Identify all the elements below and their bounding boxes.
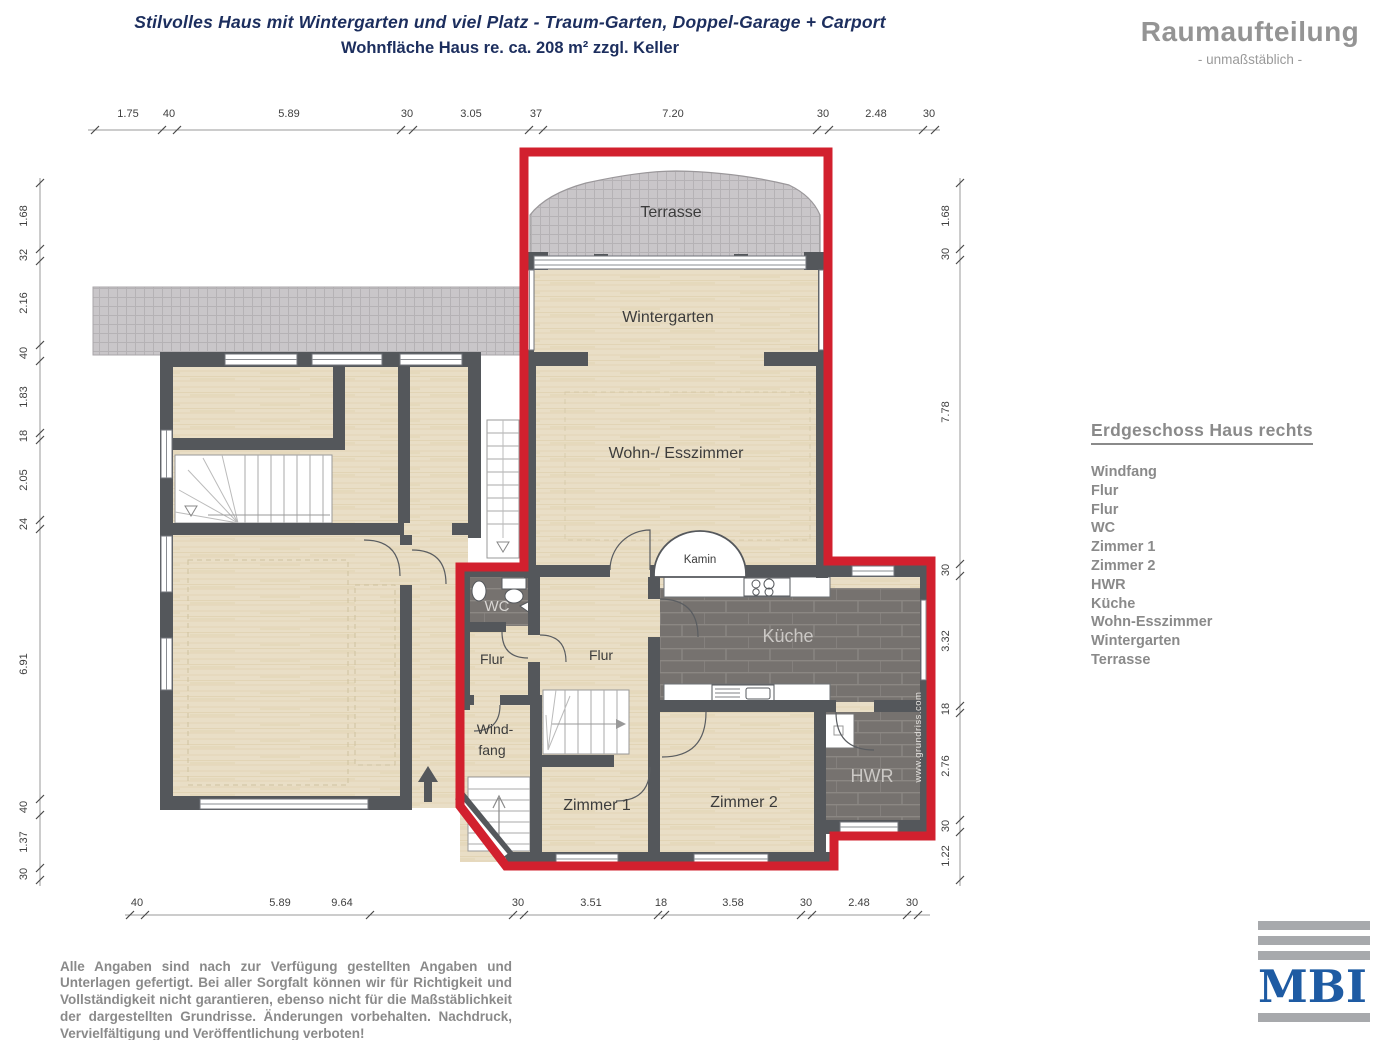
- stove-icon: [744, 578, 790, 596]
- legend-item: Küche: [1091, 595, 1136, 612]
- mbi-logo: [1258, 921, 1370, 1028]
- watermark: www.grundriss.com: [913, 691, 924, 783]
- left-terrace: [93, 287, 520, 355]
- dim-label: 30: [400, 108, 414, 120]
- room-label-flur-main: Flur: [588, 647, 614, 663]
- room-label-flur-left: Flur: [479, 651, 505, 667]
- dim-label: 2.48: [848, 897, 870, 909]
- dim-label: 1.75: [117, 108, 139, 120]
- room-label-wc: WC: [484, 598, 510, 615]
- dim-label: 30: [816, 108, 830, 120]
- dim-label: 30: [940, 563, 952, 577]
- legend-item: HWR: [1091, 576, 1126, 593]
- room-label-windfang-1: Wind-: [476, 721, 514, 737]
- dim-label: 3.51: [580, 897, 602, 909]
- legend-heading: Erdgeschoss Haus rechts: [1091, 420, 1313, 445]
- left-house-stair: [175, 455, 332, 523]
- room-label-wintergarten: Wintergarten: [622, 309, 714, 326]
- dim-label: 3.58: [722, 897, 744, 909]
- title-line1: Stilvolles Haus mit Wintergarten und viel Platz - Traum-Garten, Doppel-Garage + Carport: [134, 12, 886, 32]
- disclaimer-text: Alle Angaben sind nach zur Verfügung gestellten Angaben und Unterlagen gefertigt. Bei aller Sorgfalt können wir für Richtigkeit und Vollständigkeit nicht garantieren, ebenso nicht für die Maßstäblichkeit der dargestellten Grundrisse. Änderungen vorbehalten. Nachdruck, Vervielfältigung und Veröffentlichung verboten!: [60, 958, 512, 1040]
- legend-item: Flur: [1091, 501, 1119, 518]
- dim-label: 40: [18, 346, 30, 360]
- legend-item: WC: [1091, 520, 1116, 537]
- legend-item: Windfang: [1091, 464, 1157, 480]
- logo-bar: [1258, 1013, 1370, 1022]
- wintergarten-front-window: [534, 256, 806, 269]
- dim-label: 30: [905, 897, 919, 909]
- logo-bar: [1258, 951, 1370, 960]
- dim-label: 3.05: [460, 108, 482, 120]
- room-label-terrasse: Terrasse: [640, 204, 702, 221]
- dim-label: 5.89: [269, 897, 291, 909]
- room-label-wohn-esszimmer: Wohn-/ Esszimmer: [608, 445, 744, 462]
- dim-label: 37: [529, 108, 543, 120]
- dim-label: 1.83: [18, 386, 30, 408]
- logo-bar: [1258, 921, 1370, 930]
- dim-label: 18: [18, 429, 30, 443]
- scale-note: - unmaßstäblich -: [1197, 52, 1303, 67]
- dim-label: 2.48: [865, 108, 887, 120]
- dim-label: 1.22: [940, 845, 952, 867]
- logo-bar: [1258, 936, 1370, 945]
- legend-item: Wohn-Esszimmer: [1091, 614, 1213, 631]
- dim-label: 18: [654, 897, 668, 909]
- dim-label: 3.32: [940, 630, 952, 652]
- sink-icon: [712, 685, 774, 701]
- logo-text: MBI: [1258, 960, 1367, 1013]
- dim-label: 5.89: [278, 108, 300, 120]
- basement-stair: [487, 420, 519, 558]
- dim-label: 24: [18, 517, 30, 531]
- room-label-kueche: Küche: [762, 626, 814, 646]
- plan-type-label: Raumaufteilung: [1140, 16, 1360, 47]
- dim-label: 9.64: [331, 897, 353, 909]
- legend-item: Terrasse: [1091, 651, 1151, 668]
- dim-label: 30: [18, 867, 30, 881]
- dim-label: 30: [511, 897, 525, 909]
- dim-label: 2.05: [18, 469, 30, 491]
- dim-label: 30: [799, 897, 813, 909]
- dim-label: 40: [18, 800, 30, 814]
- right-house-stair: [543, 690, 629, 754]
- dim-label: 7.78: [940, 401, 952, 423]
- room-label-zimmer2: Zimmer 2: [710, 794, 778, 811]
- dim-label: 1.37: [18, 831, 30, 853]
- dim-label: 7.20: [662, 108, 684, 120]
- title-line2: Wohnfläche Haus re. ca. 208 m² zzgl. Keller: [340, 39, 680, 57]
- dim-label: 2.16: [18, 292, 30, 314]
- dim-label: 1.68: [940, 205, 952, 227]
- plan-type-header: [1128, 16, 1372, 67]
- room-label-kamin: Kamin: [683, 554, 717, 566]
- dim-label: 40: [130, 897, 144, 909]
- room-label-hwr: HWR: [850, 766, 894, 786]
- dim-label: 2.76: [940, 755, 952, 777]
- dim-label: 1.68: [18, 205, 30, 227]
- legend-item: Zimmer 1: [1091, 539, 1156, 556]
- dim-label: 30: [922, 108, 936, 120]
- room-label-zimmer1: Zimmer 1: [563, 797, 631, 814]
- legend-list: [1091, 463, 1313, 670]
- dim-label: 18: [940, 702, 952, 716]
- legend-item: Wintergarten: [1091, 633, 1181, 650]
- dim-label: 40: [162, 108, 176, 120]
- legend-item: Zimmer 2: [1091, 557, 1156, 574]
- dim-label: 32: [18, 248, 30, 262]
- room-legend: [1091, 420, 1313, 670]
- legend-item: Flur: [1091, 482, 1119, 499]
- dim-label: 30: [940, 247, 952, 261]
- dim-label: 30: [940, 819, 952, 833]
- dim-label: 6.91: [18, 653, 30, 675]
- room-label-windfang-2: fang: [478, 742, 506, 758]
